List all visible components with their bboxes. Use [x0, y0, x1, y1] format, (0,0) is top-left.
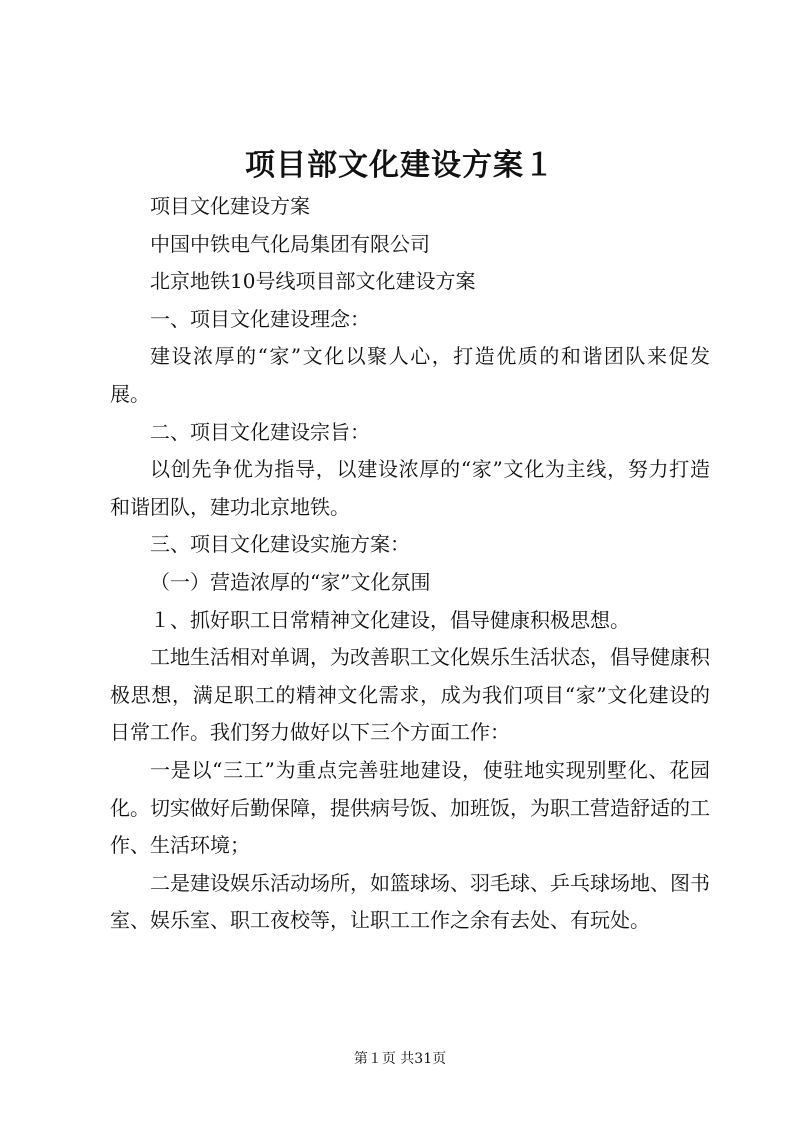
item-heading-daily-culture: １、抓好职工日常精神文化建设，倡导健康积极思想。 — [150, 607, 630, 632]
document-body — [110, 188, 710, 940]
page-footer: 第１页 共31页 — [353, 1051, 447, 1067]
section-heading-concept: 一、项目文化建设理念： — [150, 306, 370, 331]
paragraph-point-two: 二是建设娱乐活动场所，如篮球场、羽毛球、乒乓球场地、图书室、娱乐室、职工夜校等，让职工工作之余有去处、有玩处。 — [110, 870, 710, 933]
paragraph-project-plan: 北京地铁10号线项目部文化建设方案 — [150, 269, 476, 294]
section-heading-purpose: 二、项目文化建设宗旨： — [150, 419, 370, 444]
paragraph-concept: 建设浓厚的“家”文化以聚人心，打造优质的和谐团队来促发展。 — [110, 344, 710, 406]
paragraph-daily-life: 工地生活相对单调，为改善职工文化娱乐生活状态，倡导健康积极思想，满足职工的精神文化需求，成为我们项目“家”文化建设的日常工作。我们努力做好以下三个方面工作： — [110, 645, 710, 745]
paragraph-heading-plan: 项目文化建设方案 — [150, 194, 310, 218]
paragraph-company: 中国中铁电气化局集团有限公司 — [150, 231, 430, 256]
paragraph-purpose: 以创先争优为指导，以建设浓厚的“家”文化为主线，努力打造和谐团队，建功北京地铁。 — [110, 457, 710, 519]
section-heading-implementation: 三、项目文化建设实施方案： — [150, 532, 410, 557]
subsection-heading-atmosphere: （一）营造浓厚的“家”文化氛围 — [150, 569, 431, 594]
document-title: 项目部文化建设方案１ — [245, 148, 555, 183]
paragraph-point-one: 一是以“三工”为重点完善驻地建设，使驻地实现别墅化、花园化。切实做好后勤保障，提供病号饭、加班饭，为职工营造舒适的工作、生活环境； — [110, 757, 710, 858]
